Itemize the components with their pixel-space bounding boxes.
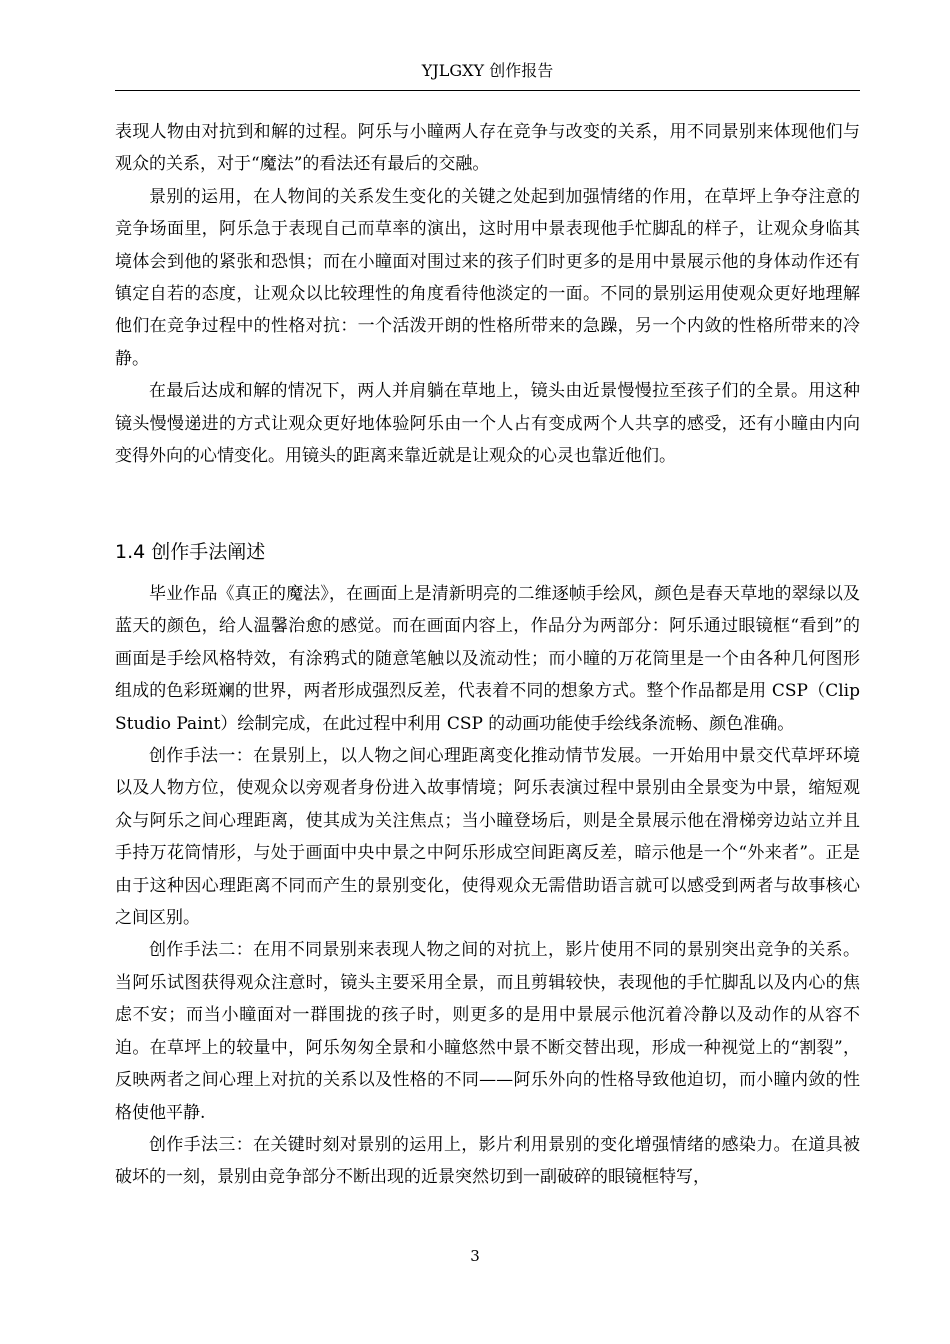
page-number: 3: [470, 1247, 480, 1265]
paragraph: 创作手法三：在关键时刻对景别的运用上，影片利用景别的变化增强情绪的感染力。在道具被破坏的一刻，景别由竞争部分不断出现的近景突然切到一副破碎的眼镜框特写，: [115, 1134, 860, 1188]
paragraph: 创作手法一：在景别上，以人物之间心理距离变化推动情节发展。一开始用中景交代草坪环境以及人物方位，使观众以旁观者身份进入故事情境；阿乐表演过程中景别由全景变为中景，缩短观众与阿乐之间心理距离，使其成为关注焦点；当小瞳登场后，则是全景展示他在滑梯旁边站立并且手持万花筒情形，与处于画面中央中景之中阿乐形成空间距离反差，暗示他是一个“外来者”。正是由于这种因心理距离不同而产生的景别变化，使得观众无需借助语言就可以感受到两者与故事核心之间区别。: [115, 746, 860, 929]
paragraph: 毕业作品《真正的魔法》，在画面上是清新明亮的二维逐帧手绘风，颜色是春天草地的翠绿以及蓝天的颜色，给人温馨治愈的感觉。而在画面内容上，作品分为两部分：阿乐通过眼镜框“看到”的画面是手绘风格特效，有涂鸦式的随意笔触以及流动性；而小瞳的万花筒里是一个由各种几何图形组成的色彩斑斓的世界，两者形成强烈反差，代表着不同的想象方式。整个作品都是用 CSP（Clip Studio Paint）绘制完成，在此过程中利用 CSP 的动画功能使手绘线条流畅、颜色准确。: [115, 584, 860, 734]
paragraph: 创作手法二：在用不同景别来表现人物之间的对抗上，影片使用不同的景别突出竞争的关系。当阿乐试图获得观众注意时，镜头主要采用全景，而且剪辑较快，表现他的手忙脚乱以及内心的焦虑不安；而当小瞳面对一群围拢的孩子时，则更多的是用中景展示他沉着冷静以及动作的从容不迫。在草坪上的较量中，阿乐匆匆全景和小瞳悠然中景不断交替出现，形成一种视觉上的“割裂”，反映两者之间心理上对抗的关系以及性格的不同——阿乐外向的性格导致他迫切，而小瞳内敛的性格使他平静.: [115, 940, 860, 1123]
paragraph: 在最后达成和解的情况下，两人并肩躺在草地上，镜头由近景慢慢拉至孩子们的全景。用这种镜头慢慢递进的方式让观众更好地体验阿乐由一个人占有变成两个人共享的感受，还有小瞳由内向变得外向的心情变化。用镜头的距离来靠近就是让观众的心灵也靠近他们。: [115, 381, 860, 467]
running-header: YJLGXY 创作报告: [421, 61, 554, 80]
header-divider: [115, 90, 860, 91]
section-heading: 1.4 创作手法阐述: [115, 541, 266, 563]
body-text-section: [115, 578, 860, 1194]
paragraph: 表现人物由对抗到和解的过程。阿乐与小瞳两人存在竞争与改变的关系，用不同景别来体现他们与观众的关系，对于“魔法”的看法还有最后的交融。: [115, 122, 860, 175]
body-text-top: [115, 116, 860, 472]
paragraph: 景别的运用，在人物间的关系发生变化的关键之处起到加强情绪的作用，在草坪上争夺注意的竞争场面里，阿乐急于表现自己而草率的演出，这时用中景表现他手忙脚乱的样子，让观众身临其境体会到他的紧张和恐惧；而在小瞳面对围过来的孩子们时更多的是用中景展示他的身体动作还有镇定自若的态度，让观众以比较理性的角度看待他淡定的一面。不同的景别运用使观众更好地理解他们在竞争过程中的性格对抗：一个活泼开朗的性格所带来的急躁，另一个内敛的性格所带来的冷静。: [115, 186, 860, 369]
